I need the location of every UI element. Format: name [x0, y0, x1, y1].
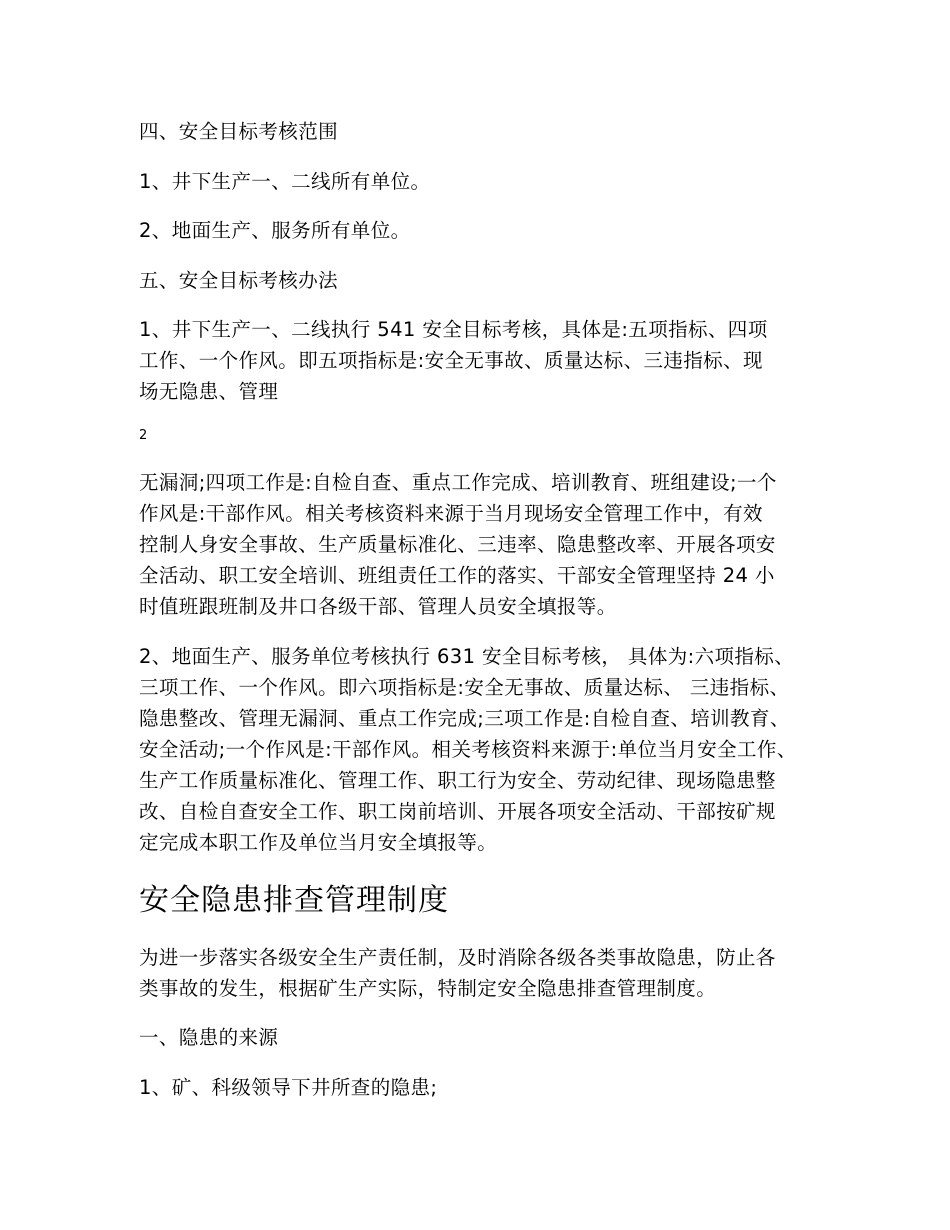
section-five-item-2-line-5: 生产工作质量标准化、管理工作、职工行为安全、劳动纪律、现场隐患整 — [139, 769, 776, 792]
hazard-section-one-item-1: 1、矿、科级领导下井所查的隐患; — [139, 1076, 438, 1099]
section-five-item-1-cont-line-3: 控制人身安全事故、生产质量标准化、三违率、隐患整改率、开展各项安 — [139, 533, 776, 556]
section-five-item-1-line-3: 场无隐患、管理 — [139, 380, 279, 403]
section-five-item-2-line-6: 改、自检自查安全工作、职工岗前培训、开展各项安全活动、干部按矿规 — [139, 800, 776, 823]
section-five-item-2-line-3: 隐患整改、管理无漏洞、重点工作完成;三项工作是:自检自查、培训教育、 — [139, 707, 790, 730]
section-five-item-1-line-1: 1、井下生产一、二线执行 541 安全目标考核，具体是:五项指标、四项 — [139, 318, 768, 341]
section-five-item-1-cont-line-4: 全活动、职工安全培训、班组责任工作的落实、干部安全管理坚持 24 小 — [139, 564, 775, 587]
hazard-system-heading: 安全隐患排查管理制度 — [139, 883, 449, 918]
section-five-title: 五、安全目标考核办法 — [139, 269, 339, 292]
section-five-item-1-line-2: 工作、一个作风。即五项指标是:安全无事故、质量达标、三违指标、现 — [139, 349, 763, 372]
section-five-item-1-cont-line-5: 时值班跟班制及井口各级干部、管理人员安全填报等。 — [139, 595, 617, 618]
section-five-item-1-cont-line-1: 无漏洞;四项工作是:自检自查、重点工作完成、培训教育、班组建设;一个 — [139, 471, 777, 494]
section-five-item-2-line-2: 三项工作、一个作风。即六项指标是:安全无事故、质量达标、 三违指标、 — [139, 676, 790, 699]
section-five-item-2-line-7: 定完成本职工作及单位当月安全填报等。 — [139, 831, 498, 854]
section-five-item-2-line-1: 2、地面生产、服务单位考核执行 631 安全目标考核， 具体为:六项指标、 — [139, 645, 795, 668]
section-four-item-2: 2、地面生产、服务所有单位。 — [139, 219, 411, 242]
section-five-item-2-line-4: 安全活动;一个作风是:干部作风。相关考核资料来源于:单位当月安全工作、 — [139, 738, 797, 761]
section-four-title: 四、安全目标考核范围 — [139, 120, 339, 143]
hazard-intro-line-1: 为进一步落实各级安全生产责任制，及时消除各级各类事故隐患，防止各 — [139, 946, 776, 969]
hazard-section-one-title: 一、隐患的来源 — [139, 1026, 279, 1049]
page-number: 2 — [139, 428, 148, 443]
section-four-item-1: 1、井下生产一、二线所有单位。 — [139, 170, 431, 193]
hazard-intro-line-2: 类事故的发生，根据矿生产实际，特制定安全隐患排查管理制度。 — [139, 977, 717, 1000]
section-five-item-1-cont-line-2: 作风是:干部作风。相关考核资料来源于当月现场安全管理工作中，有效 — [139, 502, 763, 525]
